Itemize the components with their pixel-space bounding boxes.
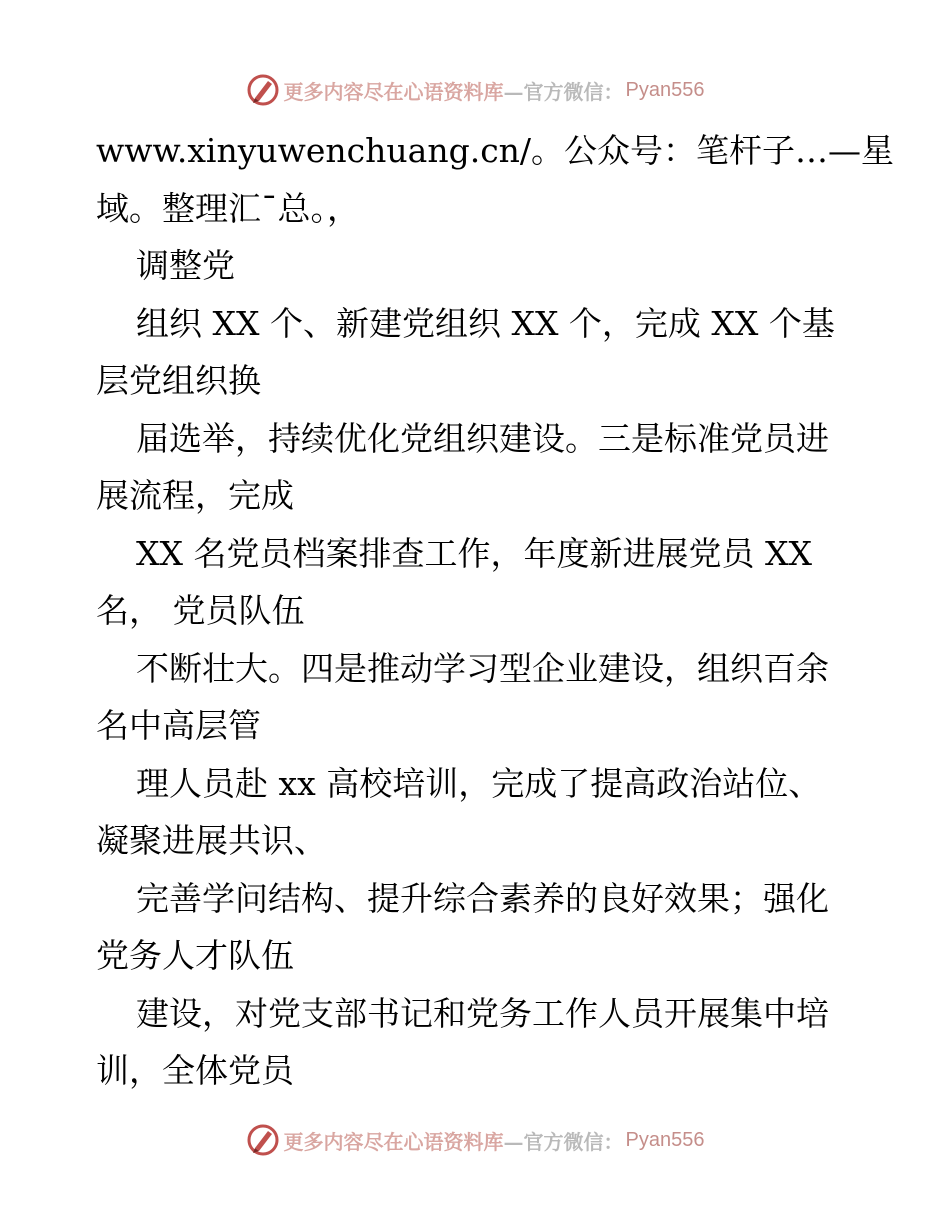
text-line: 组织 XX 个、新建党组织 XX 个，完成 XX 个基 [136, 303, 835, 343]
text-line: 党务人才队伍 [96, 936, 294, 975]
footer-watermark [0, 1120, 950, 1160]
text-line: 建设，对党支部书记和党务工作人员开展集中培 [136, 993, 829, 1033]
pen-logo-icon [246, 73, 280, 107]
text-line: www.xinyuwenchuang.cn/。公众号：笔杆子…—星 [96, 131, 895, 170]
text-line: 域。整理汇¯总。， [96, 188, 360, 228]
text-line: 调整党 [136, 246, 235, 285]
text-line: 理人员赴 xx 高校培训，完成了提高政治站位、 [136, 763, 822, 803]
text-line: 展流程，完成 [96, 476, 294, 515]
watermark-mid-text: —官方微信： [503, 79, 624, 104]
text-line: 不断壮大。四是推动学习型企业建设，组织百余 [136, 648, 829, 688]
text-line: 凝聚进展共识、 [96, 821, 327, 860]
document-body [96, 122, 895, 1100]
watermark-handle: Pyan556 [625, 1128, 705, 1151]
text-line: 层党组织换 [96, 361, 261, 400]
text-line: 训，全体党员 [96, 1051, 294, 1090]
watermark-main-text: 更多内容尽在心语资料库 [283, 1129, 504, 1154]
text-line: 名， 党员队伍 [96, 591, 305, 630]
text-line: XX 名党员档案排查工作，年度新进展党员 XX [136, 533, 812, 573]
watermark-mid-text: —官方微信： [503, 1129, 624, 1154]
watermark-main-text: 更多内容尽在心语资料库 [283, 79, 504, 104]
text-line: 名中高层管 [96, 706, 261, 745]
text-line: 完善学问结构、提升综合素养的良好效果；强化 [136, 878, 829, 918]
text-line: 届选举，持续优化党组织建设。三是标准党员进 [136, 418, 829, 458]
pen-logo-icon [246, 1123, 280, 1157]
header-watermark [0, 70, 950, 110]
watermark-handle: Pyan556 [625, 78, 705, 101]
